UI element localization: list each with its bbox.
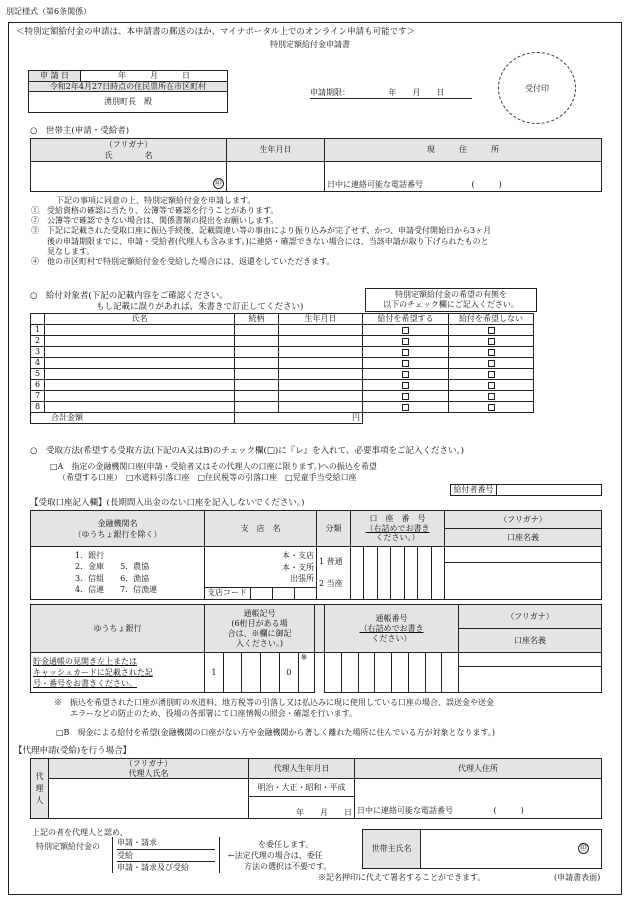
acct-head-3: ください。） bbox=[375, 533, 420, 543]
recipient-dob-field[interactable] bbox=[279, 402, 363, 413]
furigana-label bbox=[31, 139, 227, 162]
number-head-2: （右詰めでお書き bbox=[359, 623, 424, 633]
dob-label: 生年月日 bbox=[227, 139, 325, 162]
deadline-fields: 年 月 日 bbox=[388, 88, 445, 97]
recipient-relation-field[interactable] bbox=[235, 325, 279, 336]
recipient-relation-field[interactable] bbox=[235, 369, 279, 380]
recipient-name-field[interactable] bbox=[45, 347, 235, 358]
checkbox-icon bbox=[402, 360, 409, 367]
proxy-eras[interactable]: 明治・大正・昭和・平成 bbox=[249, 779, 355, 797]
deadline-text: 申請期限： bbox=[310, 88, 350, 97]
deadline-label bbox=[310, 88, 472, 99]
passbook-digit[interactable] bbox=[223, 653, 242, 693]
furigana-text: （フリガナ） bbox=[104, 140, 153, 149]
notwant-checkbox[interactable] bbox=[449, 369, 534, 380]
row-number: 4 bbox=[31, 358, 45, 369]
consent-item: 見なします。 bbox=[31, 246, 95, 256]
scope-item[interactable]: 申請・請求及び受給 bbox=[117, 863, 189, 872]
consent-item: ③ 下記に記載された受取口座に振込手続後、記載間違い等の事由により振り込みが完了せず、かつ、申請受付開始日から3ヶ月 bbox=[31, 226, 492, 236]
number-head-3: ください） bbox=[371, 633, 412, 643]
row-number: 2 bbox=[31, 336, 45, 347]
number-digit[interactable] bbox=[358, 653, 375, 693]
recipient-relation-field[interactable] bbox=[235, 347, 279, 358]
checkbox-icon bbox=[402, 404, 409, 411]
acct-digit[interactable] bbox=[351, 547, 364, 600]
inst-type: 1．銀行 bbox=[75, 550, 105, 560]
total-text: 合計金額 bbox=[51, 413, 83, 423]
notwant-checkbox[interactable] bbox=[449, 336, 534, 347]
payee-number-box bbox=[450, 484, 602, 496]
recipient-relation-field[interactable] bbox=[235, 336, 279, 347]
date-fields[interactable]: 年 月 日 bbox=[81, 71, 228, 82]
want-checkbox[interactable] bbox=[363, 391, 449, 402]
recipient-dob-field[interactable] bbox=[279, 380, 363, 391]
option-a-sub[interactable]: （希望する口座） □水道料引落口座 □住民税等の引落口座 □児童手当受給口座 bbox=[58, 473, 357, 482]
online-notice: ＜特別定額給付金の申請は、本申請書の郵送のほか、マイナポータル上でのオンライン申請も可能です＞ bbox=[16, 27, 416, 37]
acct-digit[interactable] bbox=[431, 547, 444, 600]
consent-item: ② 公簿等で確認できない場合は、関係書類の提出をお願いします。 bbox=[31, 216, 279, 226]
proxy-phone-label: 日中に連絡可能な電話番号 bbox=[357, 806, 453, 816]
acct-digit[interactable] bbox=[418, 547, 431, 600]
scope-bracket bbox=[112, 837, 220, 873]
type-head: 分類 bbox=[317, 511, 351, 547]
total-field[interactable] bbox=[235, 413, 363, 424]
proxy-section-label: 【代理申請(受給)を行う場合】 bbox=[14, 746, 132, 756]
checkbox-icon bbox=[402, 349, 409, 356]
want-checkbox[interactable] bbox=[363, 369, 449, 380]
want-checkbox[interactable] bbox=[363, 325, 449, 336]
notwant-checkbox[interactable] bbox=[449, 347, 534, 358]
recipient-dob-field[interactable] bbox=[279, 325, 363, 336]
total-unit: 円 bbox=[352, 413, 360, 423]
recipient-name-field[interactable] bbox=[45, 336, 235, 347]
proxy-phone-parens: ( ) bbox=[493, 806, 524, 816]
inst-head-1: 金融機関名 bbox=[97, 518, 138, 528]
choice-head-2: 以下のチェック欄にご記入ください。 bbox=[383, 300, 519, 309]
number-digit[interactable] bbox=[375, 653, 392, 693]
branch-type: 本・支所 bbox=[282, 562, 314, 572]
checkbox-icon bbox=[488, 393, 495, 400]
want-checkbox[interactable] bbox=[363, 347, 449, 358]
scope-item[interactable]: 申請・請求 bbox=[117, 837, 215, 850]
householder-section-label: ○ 世帯主(申請・受給者) bbox=[30, 126, 130, 136]
addressee: 湧別町長 殿 bbox=[29, 92, 228, 113]
checkbox-icon bbox=[488, 404, 495, 411]
consent-item: ① 受給資格の確認に当たり、公簿等で確認を行うことがあります。 bbox=[31, 206, 279, 215]
acct-digit[interactable] bbox=[404, 547, 417, 600]
col-name: 氏名 bbox=[45, 314, 235, 325]
proxy-name-head bbox=[49, 759, 249, 779]
legal-note-2: 方法の選択は不要です。 bbox=[244, 862, 332, 871]
acct-type: 1 普通 bbox=[319, 556, 343, 566]
branch-cell[interactable] bbox=[205, 547, 317, 600]
notwant-checkbox[interactable] bbox=[449, 325, 534, 336]
page-title: 特別定額給付金申請書 bbox=[270, 40, 350, 49]
branch-type: 本・支店 bbox=[282, 551, 314, 560]
acct-digit[interactable] bbox=[377, 547, 390, 600]
recipient-row bbox=[31, 391, 534, 402]
application-date-box bbox=[28, 70, 228, 113]
phone-parens: ( ) bbox=[471, 180, 502, 190]
want-checkbox[interactable] bbox=[363, 380, 449, 391]
inst-head-2: （ゆうちょ銀行を除く） bbox=[73, 529, 162, 539]
number-head-1: 通帳番号 bbox=[375, 613, 408, 623]
inst-head bbox=[31, 511, 205, 547]
row-number: 6 bbox=[31, 380, 45, 391]
notwant-checkbox[interactable] bbox=[449, 402, 534, 413]
reception-stamp bbox=[498, 52, 576, 124]
acct-type: 2 当座 bbox=[319, 578, 343, 588]
householder-dob-field[interactable] bbox=[227, 162, 325, 192]
recipients-table bbox=[30, 313, 534, 424]
passbook-digit[interactable] bbox=[261, 653, 280, 693]
col-want: 給付を希望する bbox=[363, 314, 449, 325]
row-number: 7 bbox=[31, 391, 45, 402]
legal-note-1: ←法定代理の場合は、委任 bbox=[228, 851, 323, 860]
proxy-address-field[interactable] bbox=[355, 779, 602, 819]
checkbox-icon bbox=[488, 371, 495, 378]
passbook-head-4: 入ください。) bbox=[235, 638, 284, 648]
choice-head-1: 特別定額給付金の希望の有無を bbox=[395, 290, 507, 299]
checkbox-icon bbox=[488, 338, 495, 345]
acct-head bbox=[351, 511, 445, 547]
number-digit[interactable] bbox=[341, 653, 358, 693]
recipients-section-label: ○ 給付対象者(下記の記載内容をご確認ください。 bbox=[30, 291, 228, 301]
recipient-row bbox=[31, 336, 534, 347]
stamp-label: 受付印 bbox=[525, 84, 549, 93]
yucho-instruction-1: 貯金通帳の見開き左上または bbox=[33, 657, 137, 666]
method-section-label: ○ 受取方法(希望する受取方法(下記のA又はB)のチェック欄(□)に『レ』を入れて、必要事項をご記入ください。) bbox=[30, 446, 465, 456]
passbook-head-2: (6桁目がある場 bbox=[231, 618, 288, 628]
passbook-extra[interactable] bbox=[298, 653, 314, 693]
checkbox-icon bbox=[488, 327, 495, 334]
consent-intro: 下記の事項に同意の上、特別定額給付金を申請します。 bbox=[56, 196, 256, 205]
proxy-furigana: （フリガナ） bbox=[124, 759, 173, 768]
inst-type: 2．金庫 5．農協 bbox=[75, 562, 150, 572]
star-mark: ※ bbox=[300, 653, 308, 662]
recipient-relation-field[interactable] bbox=[235, 402, 279, 413]
note-1a: ※ 振込を希望された口座が湧別町の水道料、地方税等の引落し又は払込みに現に使用している口座の場合、誤送金や送金 bbox=[54, 698, 494, 707]
proxy-side-text: 代理人 bbox=[35, 771, 44, 805]
col-dob: 生年月日 bbox=[279, 314, 363, 325]
option-a[interactable]: □A 指定の金融機関口座(申請・受給者又はその代理人の口座に限ります。)への振込を希望 bbox=[50, 462, 377, 471]
consent-list bbox=[31, 206, 611, 267]
number-digit[interactable] bbox=[392, 653, 409, 693]
choice-header bbox=[365, 288, 537, 312]
householder-name-field[interactable] bbox=[31, 162, 227, 192]
bank-table bbox=[30, 510, 602, 600]
recipient-name-field[interactable] bbox=[45, 369, 235, 380]
recipient-row bbox=[31, 325, 534, 336]
recipient-name-field[interactable] bbox=[45, 325, 235, 336]
col-relation: 続柄 bbox=[235, 314, 279, 325]
acct-digit[interactable] bbox=[391, 547, 404, 600]
note-1b: エラーなどの防止のため、役場の各部署にて口座情報の照会・確認を行います。 bbox=[70, 709, 358, 718]
seal-mark: ㊞ bbox=[215, 179, 222, 187]
col-notwant: 給付を希望しない bbox=[449, 314, 534, 325]
recipients-section-label-2: もし記載に誤りがあれば、朱書きで訂正してください) bbox=[96, 302, 304, 312]
recipient-row bbox=[31, 369, 534, 380]
acct-head-2: （右詰めでお書き bbox=[365, 523, 430, 533]
number-head bbox=[325, 605, 459, 653]
householder-sign-label: 世帯主氏名 bbox=[363, 830, 421, 868]
bank-section-label: 【受取口座記入欄】(長期間入出金のない口座を記入しないでください。) bbox=[30, 498, 305, 508]
want-checkbox[interactable] bbox=[363, 402, 449, 413]
recipient-relation-field[interactable] bbox=[235, 380, 279, 391]
row-number: 5 bbox=[31, 369, 45, 380]
date-label: 申 請 日 bbox=[29, 71, 81, 82]
proxy-seal-mark: ㊞ bbox=[580, 844, 587, 852]
number-digit[interactable] bbox=[442, 653, 459, 693]
branch-code-label: 支店コード bbox=[205, 588, 251, 599]
checkbox-icon bbox=[488, 382, 495, 389]
recipient-dob-field[interactable] bbox=[279, 369, 363, 380]
yucho-kana-head: （フリガナ） bbox=[459, 605, 602, 629]
yucho-holder-field[interactable] bbox=[459, 653, 602, 693]
phone-label: 日中に連絡可能な電話番号 bbox=[327, 180, 423, 190]
option-b[interactable]: □B 現金による給付を希望(金融機関の口座がない方や金融機関から著しく離れた場所に住んでいる方が対象となります。) bbox=[56, 728, 496, 737]
yucho-holder-head: 口座名義 bbox=[459, 629, 602, 653]
recipient-dob-field[interactable] bbox=[279, 358, 363, 369]
proxy-table bbox=[30, 758, 602, 819]
delegate-2: 特別定額給付金の bbox=[36, 842, 100, 851]
acct-digit[interactable] bbox=[364, 547, 377, 600]
want-checkbox[interactable] bbox=[363, 358, 449, 369]
householder-table bbox=[30, 138, 602, 192]
inst-types-cell[interactable] bbox=[31, 547, 205, 600]
payee-number-label: 給付者番号 bbox=[451, 485, 497, 495]
recipient-row bbox=[31, 347, 534, 358]
recipient-name-field[interactable] bbox=[45, 402, 235, 413]
delegate-3: を委任します。 bbox=[258, 840, 314, 849]
checkbox-icon bbox=[488, 349, 495, 356]
acct-head-1: 口 座 番 号 bbox=[369, 514, 426, 524]
row-number: 8 bbox=[31, 402, 45, 413]
passbook-digit: 1 bbox=[205, 653, 224, 693]
form-label: 別記様式（第6条関係） bbox=[6, 7, 92, 16]
householder-address-field[interactable] bbox=[325, 162, 602, 192]
recipient-name-field[interactable] bbox=[45, 380, 235, 391]
recipient-dob-field[interactable] bbox=[279, 336, 363, 347]
consent-item: 後の申請期限までに、申請・受給者(代理人も含みます。)に連絡・確認できない場合には、当該申請が取り下げられたものと bbox=[31, 236, 489, 246]
proxy-side-label bbox=[31, 759, 49, 819]
row-number: 1 bbox=[31, 325, 45, 336]
recipient-relation-field[interactable] bbox=[235, 391, 279, 402]
scope-item[interactable]: 受給 bbox=[117, 850, 215, 863]
recipient-row bbox=[31, 380, 534, 391]
address-label: 現 住 所 bbox=[325, 139, 602, 162]
recipient-row bbox=[31, 402, 534, 413]
checkbox-icon bbox=[488, 360, 495, 367]
proxy-address-head: 代理人住所 bbox=[355, 759, 602, 779]
recipient-name-field[interactable] bbox=[45, 358, 235, 369]
checkbox-icon bbox=[402, 393, 409, 400]
yucho-name: ゆうちょ銀行 bbox=[31, 605, 205, 653]
householder-sign-box[interactable] bbox=[362, 829, 602, 869]
branch-type: 出張所 bbox=[290, 574, 314, 583]
proxy-name-label: 代理人氏名 bbox=[128, 768, 169, 778]
notwant-checkbox[interactable] bbox=[449, 391, 534, 402]
proxy-name-field[interactable] bbox=[49, 779, 249, 819]
branch-head: 支 店 名 bbox=[205, 511, 317, 547]
recipient-dob-field[interactable] bbox=[279, 347, 363, 358]
number-digit[interactable] bbox=[325, 653, 342, 693]
delegate-1: 上記の者を代理人と認め、 bbox=[32, 828, 128, 837]
number-digit[interactable] bbox=[425, 653, 442, 693]
acct-type-cell[interactable] bbox=[317, 547, 351, 600]
yucho-instruction bbox=[31, 653, 205, 693]
consent-item: ④ 他の市区町村で特別定額給付金を受給した場合には、返還をしていただきます。 bbox=[31, 257, 335, 267]
bank-holder-head: 口座名義 bbox=[445, 529, 602, 547]
recipient-relation-field[interactable] bbox=[235, 358, 279, 369]
proxy-dob-head: 代理人生年月日 bbox=[249, 759, 355, 779]
recipient-row bbox=[31, 358, 534, 369]
inst-type: 4．信連 7．信漁連 bbox=[75, 585, 158, 595]
passbook-digit[interactable] bbox=[242, 653, 261, 693]
recipient-dob-field[interactable] bbox=[279, 391, 363, 402]
total-label bbox=[31, 413, 235, 424]
proxy-dob-fields[interactable]: 年 月 日 bbox=[249, 797, 355, 819]
bank-kana-head: （フリガナ） bbox=[445, 511, 602, 529]
yucho-table bbox=[30, 604, 602, 693]
passbook-head-3: 合は、※欄に御記 bbox=[227, 628, 292, 638]
passbook-head-1: 通帳記号 bbox=[243, 608, 276, 618]
name-label: 氏 名 bbox=[104, 151, 153, 160]
footer-side: (申請書表面) bbox=[554, 873, 601, 882]
row-number: 3 bbox=[31, 347, 45, 358]
number-digit[interactable] bbox=[408, 653, 425, 693]
footer-note: ※記名押印に代えて署名することができます。 bbox=[318, 873, 486, 882]
want-checkbox[interactable] bbox=[363, 336, 449, 347]
inst-type: 3．信組 6．漁協 bbox=[75, 573, 150, 583]
yucho-instruction-2: キャッシュカードに記載された記 bbox=[33, 668, 153, 677]
registry-note: 令和2年4月27日時点の住民票所在市区町村 bbox=[29, 81, 228, 92]
checkbox-icon bbox=[402, 371, 409, 378]
notwant-checkbox[interactable] bbox=[449, 358, 534, 369]
checkbox-icon bbox=[402, 338, 409, 345]
notwant-checkbox[interactable] bbox=[449, 380, 534, 391]
passbook-head bbox=[205, 605, 315, 653]
checkbox-icon bbox=[402, 327, 409, 334]
checkbox-icon bbox=[402, 382, 409, 389]
passbook-digit: 0 bbox=[279, 653, 298, 693]
recipient-name-field[interactable] bbox=[45, 391, 235, 402]
yucho-instruction-3: 号・番号をお書きください。 bbox=[33, 679, 137, 688]
bank-holder-field[interactable] bbox=[445, 547, 602, 600]
